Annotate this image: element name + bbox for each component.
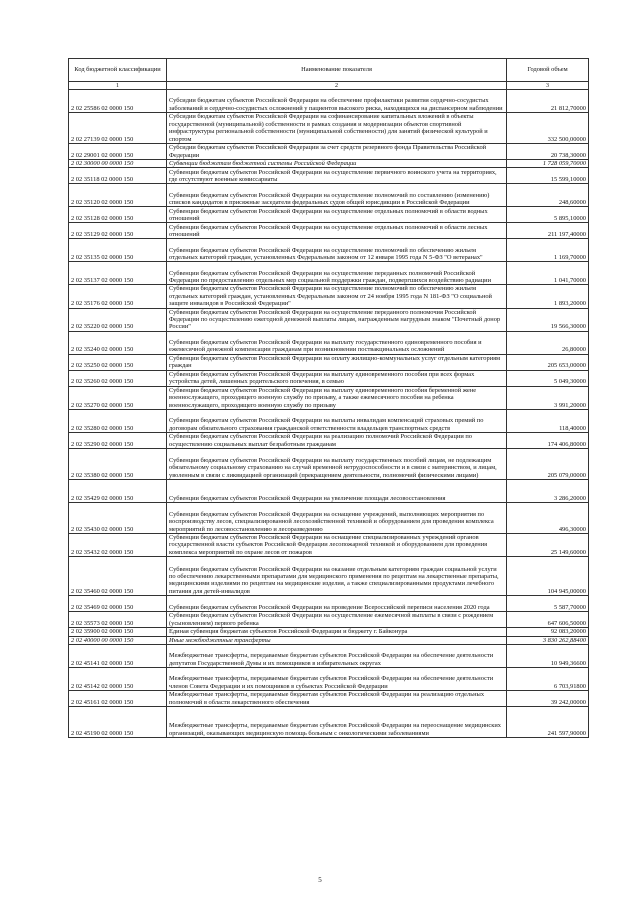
code-cell: 2 02 45190 02 0000 150 (69, 707, 167, 738)
description-cell: Субвенции бюджетам субъектов Российской Федерации на осуществление переданных полномочий Российской Федерации по предоставлению отдельных мер социальной поддержки граждан, подвергшихся воздействию радиации (167, 262, 507, 285)
description-cell: Субвенции бюджетам субъектов Российской Федерации на оснащение специализированных учреждений органов государственной власти субъектов Российской Федерации лесопожарной техникой и оборудованием для проведения комплекса мероприятий по охране лесов от пожаров (167, 534, 507, 557)
code-cell: 2 02 30000 00 0000 150 (69, 160, 167, 168)
description-cell: Субсидии бюджетам субъектов Российской Федерации за счет средств резервного фонда Правительства Российской Федерации (167, 144, 507, 160)
table-row (69, 668, 589, 691)
amount-cell: 496,30000 (507, 503, 589, 534)
description-cell: Межбюджетные трансферты, передаваемые бюджетам субъектов Российской Федерации на обеспечение деятельности депутатов Государственной Думы и их помощников в избирательных округах (167, 645, 507, 668)
amount-cell: 3 830 262,88400 (507, 636, 589, 644)
code-cell: 2 02 35135 02 0000 150 (69, 239, 167, 262)
amount-cell: 647 606,50000 (507, 612, 589, 628)
table-row (69, 480, 589, 503)
table-row (69, 386, 589, 409)
amount-cell: 1 041,70000 (507, 262, 589, 285)
amount-cell: 19 566,30000 (507, 308, 589, 331)
table-row (69, 534, 589, 557)
description-cell: Субвенции бюджетам субъектов Российской Федерации на осуществление полномочий по обеспечению жильем отдельных категорий граждан, установленных Федеральным законом от 12 января 1995 года N 5-ФЗ "О ветеранах" (167, 239, 507, 262)
table-row (69, 113, 589, 144)
description-cell: Субвенции бюджетам субъектов Российской Федерации на проведение Всероссийской переписи населения 2020 года (167, 596, 507, 612)
header-name: Наименование показателя (167, 59, 507, 82)
code-cell: 2 02 27139 02 0000 150 (69, 113, 167, 144)
table-row (69, 90, 589, 113)
table-body (69, 90, 589, 738)
table-row (69, 223, 589, 239)
table-row (69, 557, 589, 596)
description-cell: Субвенции бюджетам субъектов Российской Федерации на выплату государственных пособий лицам, не подлежащим обязательному социальному страхованию на случай временной нетрудоспособности и в связи с материнством, и лицам, уволенным в связи с ликвидацией организаций (прекращением деятельности, полномочий физическими лицами) (167, 449, 507, 480)
amount-cell: 15 599,10000 (507, 168, 589, 184)
description-cell: Субсидии бюджетам субъектов Российской Федерации на софинансирование капитальных вложений в объекты государственной (муниципальной) собственности в рамках создания и модернизации объектов спортивной инфраструктуры региональной собственности (муниципальной собственности) для занятий физической культурой и спортом (167, 113, 507, 144)
code-cell: 2 02 35176 02 0000 150 (69, 285, 167, 308)
description-cell: Субвенции бюджетам субъектов Российской Федерации на выплаты инвалидам компенсаций страховых премий по договорам обязательного страхования гражданской ответственности владельцев транспортных средств (167, 410, 507, 433)
code-cell: 2 02 35573 02 0000 150 (69, 612, 167, 628)
code-cell: 2 02 35900 02 0000 150 (69, 628, 167, 636)
table-row (69, 645, 589, 668)
code-cell: 2 02 35240 02 0000 150 (69, 331, 167, 354)
header-num-1: 1 (69, 82, 167, 90)
table-row (69, 628, 589, 636)
code-cell: 2 02 35120 02 0000 150 (69, 184, 167, 207)
amount-cell: 25 149,60000 (507, 534, 589, 557)
table-row (69, 612, 589, 628)
description-cell: Субвенции бюджетам субъектов Российской Федерации на реализацию полномочий Российской Федерации по осуществлению социальных выплат безработным гражданам (167, 433, 507, 449)
amount-cell: 1 169,70000 (507, 239, 589, 262)
amount-cell: 26,80000 (507, 331, 589, 354)
code-cell: 2 02 35380 02 0000 150 (69, 449, 167, 480)
amount-cell: 20 738,30000 (507, 144, 589, 160)
description-cell: Субвенции бюджетам субъектов Российской Федерации на осуществление отдельных полномочий в области лесных отношений (167, 223, 507, 239)
table-row (69, 433, 589, 449)
description-cell: Субвенции бюджетам субъектов Российской Федерации на оказание отдельным категориям граждан социальной услуги по обеспечению лекарственными препаратами для медицинского применения по рецептам на лекарственные препараты, медицинскими изделиями по рецептам на медицинские изделия, а также специализированными продуктами лечебного питания для детей-инвалидов (167, 557, 507, 596)
amount-cell: 1 728 059,70000 (507, 160, 589, 168)
table-row (69, 239, 589, 262)
description-cell: Субвенции бюджетам субъектов Российской Федерации на осуществление полномочий по составлению (изменению) списков кандидатов в присяжные заседатели федеральных судов общей юрисдикции в Российской Федерации (167, 184, 507, 207)
table-row (69, 184, 589, 207)
page-number: 5 (318, 876, 322, 884)
amount-cell: 92 083,20000 (507, 628, 589, 636)
table-row (69, 331, 589, 354)
code-cell: 2 02 45142 02 0000 150 (69, 668, 167, 691)
amount-cell: 5 895,10000 (507, 207, 589, 223)
header-num-3: 3 (507, 82, 589, 90)
amount-cell: 21 812,70000 (507, 90, 589, 113)
table-row (69, 503, 589, 534)
amount-cell: 10 949,36600 (507, 645, 589, 668)
table-row (69, 144, 589, 160)
code-cell: 2 02 35118 02 0000 150 (69, 168, 167, 184)
table-row (69, 262, 589, 285)
amount-cell: 332 500,00000 (507, 113, 589, 144)
code-cell: 2 02 35137 02 0000 150 (69, 262, 167, 285)
table-row (69, 160, 589, 168)
header-code: Код бюджетной классификации (69, 59, 167, 82)
code-cell: 2 02 45141 02 0000 150 (69, 645, 167, 668)
description-cell: Субвенции бюджетам субъектов Российской Федерации на увеличение площади лесовосстановления (167, 480, 507, 503)
amount-cell: 248,60000 (507, 184, 589, 207)
table-row (69, 207, 589, 223)
table-row (69, 308, 589, 331)
header-num-2: 2 (167, 82, 507, 90)
code-cell: 2 02 35260 02 0000 150 (69, 370, 167, 386)
table-row (69, 636, 589, 644)
code-cell: 2 02 35429 02 0000 150 (69, 480, 167, 503)
code-cell: 2 02 35128 02 0000 150 (69, 207, 167, 223)
amount-cell: 104 945,00000 (507, 557, 589, 596)
description-cell: Межбюджетные трансферты, передаваемые бюджетам субъектов Российской Федерации на обеспечение деятельности членов Совета Федерации и их помощников в субъектах Российской Федерации (167, 668, 507, 691)
description-cell: Субвенции бюджетам субъектов Российской Федерации на оплату жилищно-коммунальных услуг отдельным категориям граждан (167, 354, 507, 370)
code-cell: 2 02 35290 02 0000 150 (69, 433, 167, 449)
description-cell: Субвенции бюджетам субъектов Российской Федерации на осуществление первичного воинского учета на территориях, где отсутствуют военные комиссариаты (167, 168, 507, 184)
description-cell: Иные межбюджетные трансферты (167, 636, 507, 644)
table-row (69, 707, 589, 738)
description-cell: Субвенции бюджетам субъектов Российской Федерации на осуществление переданного полномочия Российской Федерации по осуществлению ежегодной денежной выплаты лицам, награжденным нагрудным знаком "Почетный донор России" (167, 308, 507, 331)
description-cell: Субвенции бюджетам субъектов Российской Федерации на выплату государственного единовременного пособия и ежемесячной денежной компенсации гражданам при возникновении поствакцинальных осложнений (167, 331, 507, 354)
description-cell: Субвенции бюджетам бюджетной системы Российской Федерации (167, 160, 507, 168)
table-row (69, 370, 589, 386)
budget-table (68, 58, 589, 738)
description-cell: Субсидии бюджетам субъектов Российской Федерации на обеспечение профилактики развития сердечно-сосудистых заболеваний и сердечно-сосудистых осложнений у пациентов высокого риска, находящихся на диспансерном наблюдении (167, 90, 507, 113)
table-header (69, 59, 589, 90)
amount-cell: 5 049,30000 (507, 370, 589, 386)
amount-cell: 6 703,91800 (507, 668, 589, 691)
amount-cell: 1 893,20000 (507, 285, 589, 308)
code-cell: 2 02 35129 02 0000 150 (69, 223, 167, 239)
description-cell: Субвенции бюджетам субъектов Российской Федерации на выплату единовременного пособия беременной жене военнослужащего, проходящего военную службу по призыву, а также ежемесячного пособия на ребенка военнослужащего, проходящего военную службу по призыву (167, 386, 507, 409)
amount-cell: 205 079,00000 (507, 449, 589, 480)
code-cell: 2 02 25586 02 0000 150 (69, 90, 167, 113)
amount-cell: 118,40000 (507, 410, 589, 433)
code-cell: 2 02 35432 02 0000 150 (69, 534, 167, 557)
amount-cell: 3 286,20000 (507, 480, 589, 503)
description-cell: Межбюджетные трансферты, передаваемые бюджетам субъектов Российской Федерации на реализацию отдельных полномочий в области лекарственного обеспечения (167, 691, 507, 707)
amount-cell: 241 597,90000 (507, 707, 589, 738)
table-row (69, 354, 589, 370)
amount-cell: 39 242,00000 (507, 691, 589, 707)
table-row (69, 285, 589, 308)
amount-cell: 5 587,70000 (507, 596, 589, 612)
code-cell: 2 02 35220 02 0000 150 (69, 308, 167, 331)
amount-cell: 174 406,80000 (507, 433, 589, 449)
table-row (69, 410, 589, 433)
table-row (69, 168, 589, 184)
description-cell: Субвенции бюджетам субъектов Российской Федерации на оснащение учреждений, выполняющих мероприятия по воспроизводству лесов, специализированной лесохозяйственной техникой и оборудованием для проведения комплекса мероприятий по лесовосстановлению и лесоразведению (167, 503, 507, 534)
description-cell: Субвенции бюджетам субъектов Российской Федерации на осуществление отдельных полномочий в области водных отношений (167, 207, 507, 223)
code-cell: 2 02 45161 02 0000 150 (69, 691, 167, 707)
code-cell: 2 02 29001 02 0000 150 (69, 144, 167, 160)
table-row (69, 596, 589, 612)
description-cell: Межбюджетные трансферты, передаваемые бюджетам субъектов Российской Федерации на переоснащение медицинских организаций, оказывающих медицинскую помощь больным с онкологическими заболеваниями (167, 707, 507, 738)
description-cell: Субвенции бюджетам субъектов Российской Федерации на выплату единовременного пособия при всех формах устройства детей, лишенных родительского попечения, в семью (167, 370, 507, 386)
description-cell: Единая субвенция бюджетам субъектов Российской Федерации и бюджету г. Байконура (167, 628, 507, 636)
code-cell: 2 02 35250 02 0000 150 (69, 354, 167, 370)
amount-cell: 205 653,00000 (507, 354, 589, 370)
code-cell: 2 02 40000 00 0000 150 (69, 636, 167, 644)
amount-cell: 3 991,20000 (507, 386, 589, 409)
description-cell: Субвенции бюджетам субъектов Российской Федерации на осуществление полномочий по обеспечению жильем отдельных категорий граждан, установленных Федеральным законом от 24 ноября 1995 года N 181-ФЗ "О социальной защите инвалидов в Российской Федерации" (167, 285, 507, 308)
table-row (69, 449, 589, 480)
code-cell: 2 02 35270 02 0000 150 (69, 386, 167, 409)
code-cell: 2 02 35460 02 0000 150 (69, 557, 167, 596)
header-amount: Годовой объем (507, 59, 589, 82)
code-cell: 2 02 35280 02 0000 150 (69, 410, 167, 433)
amount-cell: 211 197,40000 (507, 223, 589, 239)
budget-table-container (68, 58, 588, 738)
code-cell: 2 02 35469 02 0000 150 (69, 596, 167, 612)
code-cell: 2 02 35430 02 0000 150 (69, 503, 167, 534)
description-cell: Субвенции бюджетам субъектов Российской Федерации на осуществление ежемесячной выплаты в связи с рождением (усыновлением) первого ребенка (167, 612, 507, 628)
table-row (69, 691, 589, 707)
